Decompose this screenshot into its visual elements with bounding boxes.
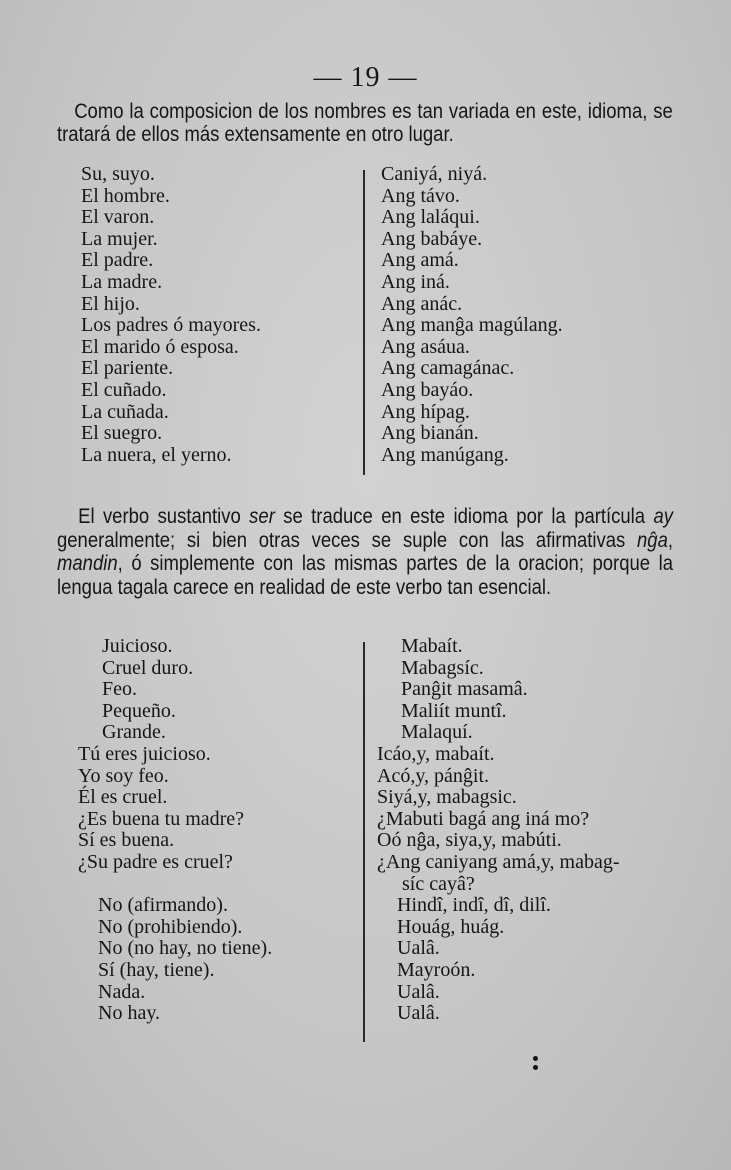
vocab-entry: Ang távo. (381, 184, 460, 207)
vocab-entry: Pequeño. (102, 699, 176, 722)
vocab-entry: ¿Mabuti bagá ang iná mo? (377, 807, 590, 830)
verb-paragraph (57, 505, 673, 599)
vocab-entry: No (no hay, no tiene). (98, 937, 273, 960)
text-span: , (667, 528, 673, 552)
vocab-entry: Ualâ. (397, 937, 440, 960)
vocab-entry: Sí es buena. (78, 829, 175, 852)
emphasis-ay: ay (653, 505, 673, 528)
vocab-entry: Houág, huág. (397, 915, 505, 938)
vocab-entry: La mujer. (81, 227, 158, 250)
vocab-entry: Panĝit masamâ. (401, 678, 528, 701)
vocab-entry: Hindî, indî, dî, dilî. (397, 894, 551, 917)
vocab-entry: Tú eres juicioso. (78, 742, 211, 765)
vocab-entry: Caniyá, niyá. (381, 163, 488, 185)
vocab-entry: Los padres ó mayores. (81, 314, 261, 337)
vocab-entry: Grande. (102, 721, 166, 744)
vocab-entry: Su, suyo. (81, 163, 155, 185)
vocab-entry: Ang babáye. (381, 227, 483, 250)
vocab-entry: Juicioso. (102, 635, 173, 657)
vocab-entry: Sí (hay, tiene). (98, 958, 215, 981)
column-divider (363, 170, 365, 475)
vocab-table-2-spanish-column (78, 636, 272, 1025)
vocab-entry: La madre. (81, 270, 163, 293)
vocab-table-1-spanish-column (81, 164, 261, 466)
column-divider (363, 642, 365, 1042)
vocab-entry: Siyá,y, mabagsic. (377, 786, 517, 809)
vocab-entry: Ang bayáo. (381, 378, 474, 401)
emphasis-ser: ser (249, 505, 275, 528)
text-span: se traduce en este idioma por la partícula (274, 505, 654, 528)
end-mark (533, 1056, 539, 1072)
vocab-entry: El marido ó esposa. (81, 335, 239, 358)
vocab-entry (78, 874, 272, 896)
vocab-entry: ¿Su padre es cruel? (78, 850, 233, 873)
vocab-entry: Acó,y, pánĝit. (377, 764, 490, 787)
vocab-entry: Malaquí. (401, 721, 473, 744)
vocab-entry: El hombre. (81, 184, 170, 207)
vocab-entry: No hay. (98, 1002, 161, 1025)
vocab-entry: Mabaít. (401, 635, 463, 657)
vocab-entry: Ualâ. (397, 980, 440, 1003)
text-span: , ó simplemente con las mismas partes de la oracion; porque la lengua tagala carece en realidad de este verbo tan esencial. (57, 552, 673, 599)
vocab-entry: Ang manúgang. (381, 443, 509, 466)
vocab-entry: Nada. (98, 980, 146, 1003)
vocab-entry: La cuñada. (81, 400, 169, 423)
vocab-entry: Ang hípag. (381, 400, 470, 423)
vocab-entry: Oó nĝa, siya,y, mabúti. (377, 829, 562, 852)
vocab-entry: El suegro. (81, 422, 163, 445)
text-span: El verbo sustantivo (78, 505, 250, 528)
vocab-entry: Él es cruel. (78, 786, 168, 809)
vocab-entry: Feo. (102, 678, 137, 701)
vocab-entry: Maliít muntî. (401, 699, 507, 722)
vocab-table-1-tagalog-column (381, 164, 563, 466)
emphasis-nga: nĝa (637, 528, 668, 552)
vocab-entry: Ang laláqui. (381, 206, 480, 229)
vocab-entry: Ang manĝa magúlang. (381, 314, 563, 337)
vocab-entry: El padre. (81, 249, 154, 272)
vocab-entry: El cuñado. (81, 378, 167, 401)
vocab-entry: La nuera, el yerno. (81, 443, 232, 466)
vocab-table-2-tagalog-column (377, 636, 620, 1025)
vocab-entry: Mayroón. (397, 958, 476, 981)
vocab-entry: ¿Ang caniyang amá,y, mabag- (377, 850, 620, 873)
intro-paragraph: Como la composicion de los nombres es tan variada en este, idioma, se tratará de ellos más extensamente en otro lugar. (57, 99, 673, 146)
vocab-entry: Icáo,y, mabaít. (377, 742, 495, 765)
vocab-entry: Ang asáua. (381, 335, 470, 358)
vocab-entry: Ang camagánac. (381, 357, 515, 380)
vocab-entry: Yo soy feo. (78, 764, 169, 787)
vocab-entry: ¿Es buena tu madre? (78, 807, 245, 830)
vocab-entry: Ualâ. (397, 1002, 440, 1025)
vocab-entry: El pariente. (81, 357, 174, 380)
vocab-entry: Mabagsíc. (401, 656, 484, 679)
text-span: generalmente; si bien otras veces se suple con las afirmativas (57, 528, 638, 552)
vocab-entry: Cruel duro. (102, 656, 194, 679)
vocab-entry-continuation: síc cayâ? (402, 872, 475, 895)
vocab-entry: El varon. (81, 206, 155, 229)
vocab-entry: Ang bianán. (381, 422, 479, 445)
vocab-entry: No (afirmando). (98, 894, 228, 917)
vocab-entry: Ang anác. (381, 292, 463, 315)
page-number: — 19 — (313, 62, 418, 93)
vocab-entry: No (prohibiendo). (98, 915, 243, 938)
vocab-entry: Ang amá. (381, 249, 459, 272)
emphasis-mandin: mandin (57, 552, 118, 575)
vocab-entry: Ang iná. (381, 270, 450, 293)
vocab-entry: El hijo. (81, 292, 140, 315)
